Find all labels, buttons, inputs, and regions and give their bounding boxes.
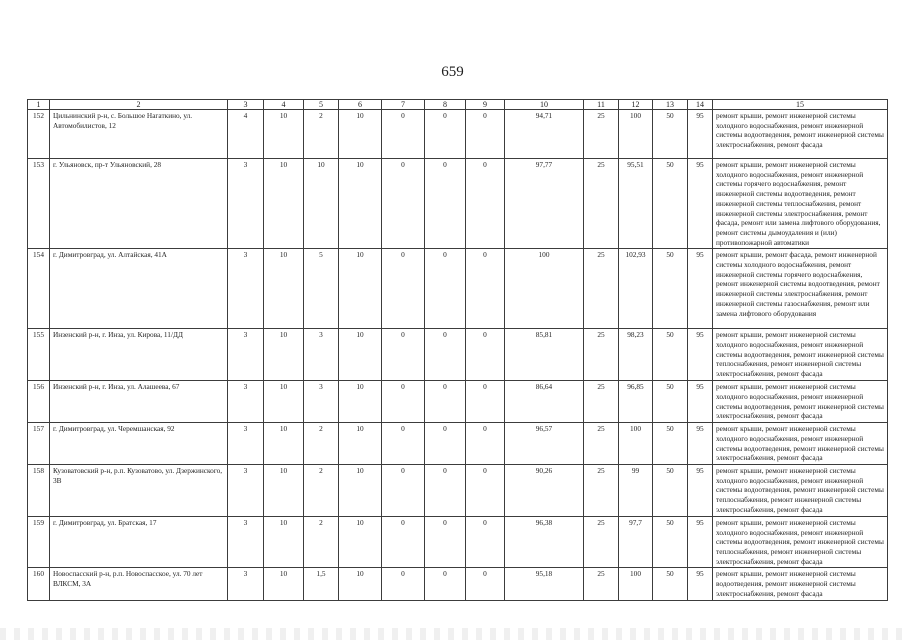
- col4-cell: 10: [264, 110, 304, 159]
- col13-cell: 50: [653, 249, 688, 329]
- col11-cell: 25: [584, 110, 619, 159]
- row-number: 152: [28, 110, 50, 159]
- col5-cell: 2: [304, 110, 339, 159]
- col5-cell: 5: [304, 249, 339, 329]
- column-header: 1: [28, 100, 50, 110]
- col5-cell: 2: [304, 516, 339, 568]
- row-number: 159: [28, 516, 50, 568]
- housing-repair-table: [27, 99, 888, 601]
- col11-cell: 25: [584, 329, 619, 381]
- row-number: 158: [28, 464, 50, 516]
- col14-cell: 95: [688, 568, 713, 601]
- col3-cell: 3: [228, 381, 264, 423]
- col3-cell: 4: [228, 110, 264, 159]
- column-header: 4: [264, 100, 304, 110]
- col7-cell: 0: [382, 464, 425, 516]
- works-cell: ремонт крыши, ремонт инженерной системы холодного водоснабжения, ремонт инженерной системы водоотведения, ремонт инженерной системы электроснабжения, ремонт фасада: [713, 110, 888, 159]
- col3-cell: 3: [228, 329, 264, 381]
- col5-cell: 3: [304, 381, 339, 423]
- col4-cell: 10: [264, 568, 304, 601]
- col5-cell: 2: [304, 423, 339, 465]
- col14-cell: 95: [688, 516, 713, 568]
- col6-cell: 10: [339, 249, 382, 329]
- col12-cell: 96,85: [619, 381, 653, 423]
- col7-cell: 0: [382, 381, 425, 423]
- scan-noise-strip: [0, 628, 905, 640]
- column-header: 9: [466, 100, 505, 110]
- row-number: 154: [28, 249, 50, 329]
- col5-cell: 10: [304, 159, 339, 249]
- col4-cell: 10: [264, 516, 304, 568]
- column-header: 6: [339, 100, 382, 110]
- row-number: 153: [28, 159, 50, 249]
- col3-cell: 3: [228, 249, 264, 329]
- col10-cell: 97,77: [505, 159, 584, 249]
- col7-cell: 0: [382, 249, 425, 329]
- column-header: 14: [688, 100, 713, 110]
- column-header: 10: [505, 100, 584, 110]
- col14-cell: 95: [688, 159, 713, 249]
- col11-cell: 25: [584, 381, 619, 423]
- col9-cell: 0: [466, 381, 505, 423]
- col12-cell: 97,7: [619, 516, 653, 568]
- col12-cell: 98,23: [619, 329, 653, 381]
- col13-cell: 50: [653, 159, 688, 249]
- col10-cell: 100: [505, 249, 584, 329]
- col10-cell: 95,18: [505, 568, 584, 601]
- col9-cell: 0: [466, 249, 505, 329]
- column-header: 3: [228, 100, 264, 110]
- works-cell: ремонт крыши, ремонт инженерной системы водоотведения, ремонт инженерной системы электроснабжения, ремонт фасада: [713, 568, 888, 601]
- col4-cell: 10: [264, 381, 304, 423]
- address-cell: г. Димитровград, ул. Черемшанская, 92: [50, 423, 228, 465]
- table-row: [28, 110, 888, 159]
- col5-cell: 3: [304, 329, 339, 381]
- column-header: 8: [425, 100, 466, 110]
- col9-cell: 0: [466, 329, 505, 381]
- column-number-row: [28, 100, 888, 110]
- col8-cell: 0: [425, 423, 466, 465]
- col12-cell: 99: [619, 464, 653, 516]
- table-row: [28, 516, 888, 568]
- col8-cell: 0: [425, 568, 466, 601]
- table-row: [28, 329, 888, 381]
- col6-cell: 10: [339, 423, 382, 465]
- address-cell: г. Димитровград, ул. Алтайская, 41А: [50, 249, 228, 329]
- col13-cell: 50: [653, 568, 688, 601]
- column-header: 11: [584, 100, 619, 110]
- col12-cell: 100: [619, 110, 653, 159]
- col9-cell: 0: [466, 159, 505, 249]
- column-header: 7: [382, 100, 425, 110]
- col11-cell: 25: [584, 249, 619, 329]
- col7-cell: 0: [382, 516, 425, 568]
- col14-cell: 95: [688, 249, 713, 329]
- col6-cell: 10: [339, 516, 382, 568]
- col3-cell: 3: [228, 568, 264, 601]
- col4-cell: 10: [264, 249, 304, 329]
- col14-cell: 95: [688, 464, 713, 516]
- column-header: 13: [653, 100, 688, 110]
- col13-cell: 50: [653, 516, 688, 568]
- address-cell: г. Димитровград, ул. Братская, 17: [50, 516, 228, 568]
- col9-cell: 0: [466, 464, 505, 516]
- works-cell: ремонт крыши, ремонт инженерной системы холодного водоснабжения, ремонт инженерной системы водоотведения, ремонт инженерной системы теплоснабжения, ремонт инженерной системы электроснабжения, ремонт фасада: [713, 329, 888, 381]
- table-row: [28, 568, 888, 601]
- col3-cell: 3: [228, 159, 264, 249]
- table-row: [28, 381, 888, 423]
- col13-cell: 50: [653, 110, 688, 159]
- col8-cell: 0: [425, 464, 466, 516]
- col10-cell: 96,57: [505, 423, 584, 465]
- col3-cell: 3: [228, 464, 264, 516]
- col8-cell: 0: [425, 249, 466, 329]
- col5-cell: 1,5: [304, 568, 339, 601]
- col10-cell: 96,38: [505, 516, 584, 568]
- col14-cell: 95: [688, 329, 713, 381]
- column-header: 2: [50, 100, 228, 110]
- col7-cell: 0: [382, 159, 425, 249]
- col14-cell: 95: [688, 423, 713, 465]
- address-cell: Кузоватовский р-н, р.п. Кузоватово, ул. Дзержинского, 3В: [50, 464, 228, 516]
- col11-cell: 25: [584, 568, 619, 601]
- col10-cell: 86,64: [505, 381, 584, 423]
- col4-cell: 10: [264, 464, 304, 516]
- col9-cell: 0: [466, 423, 505, 465]
- address-cell: Инзенский р-н, г. Инза, ул. Алашеева, 67: [50, 381, 228, 423]
- row-number: 156: [28, 381, 50, 423]
- col7-cell: 0: [382, 329, 425, 381]
- col8-cell: 0: [425, 110, 466, 159]
- row-number: 157: [28, 423, 50, 465]
- address-cell: Новоспасский р-н, р.п. Новоспасское, ул. 70 лет ВЛКСМ, 3А: [50, 568, 228, 601]
- col12-cell: 95,51: [619, 159, 653, 249]
- col8-cell: 0: [425, 381, 466, 423]
- col12-cell: 100: [619, 423, 653, 465]
- col8-cell: 0: [425, 159, 466, 249]
- row-number: 160: [28, 568, 50, 601]
- col8-cell: 0: [425, 329, 466, 381]
- table-row: [28, 159, 888, 249]
- col13-cell: 50: [653, 329, 688, 381]
- col11-cell: 25: [584, 516, 619, 568]
- works-cell: ремонт крыши, ремонт инженерной системы холодного водоснабжения, ремонт инженерной системы водоотведения, ремонт инженерной системы теплоснабжения, ремонт инженерной системы электроснабжения, ремонт фасада: [713, 516, 888, 568]
- column-header: 5: [304, 100, 339, 110]
- col4-cell: 10: [264, 423, 304, 465]
- col10-cell: 94,71: [505, 110, 584, 159]
- col5-cell: 2: [304, 464, 339, 516]
- col8-cell: 0: [425, 516, 466, 568]
- col12-cell: 102,93: [619, 249, 653, 329]
- col10-cell: 90,26: [505, 464, 584, 516]
- col3-cell: 3: [228, 516, 264, 568]
- column-header: 15: [713, 100, 888, 110]
- col9-cell: 0: [466, 110, 505, 159]
- address-cell: Цильнинский р-н, с. Большое Нагаткино, ул. Автомобилистов, 12: [50, 110, 228, 159]
- col9-cell: 0: [466, 516, 505, 568]
- col11-cell: 25: [584, 159, 619, 249]
- col7-cell: 0: [382, 423, 425, 465]
- address-cell: Инзенский р-н, г. Инза, ул. Кирова, 11/ДД: [50, 329, 228, 381]
- works-cell: ремонт крыши, ремонт инженерной системы холодного водоснабжения, ремонт инженерной системы горячего водоснабжения, ремонт инженерной системы водоотведения, ремонт инженерной системы теплоснабжения, ремонт инженерной системы электроснабжения, ремонт фасада, ремонт или замена лифтового оборудования, ремонт системы дымоудаления и (или) противопожарной автоматики: [713, 159, 888, 249]
- col13-cell: 50: [653, 381, 688, 423]
- col6-cell: 10: [339, 464, 382, 516]
- col3-cell: 3: [228, 423, 264, 465]
- table-row: [28, 464, 888, 516]
- table-body: [28, 110, 888, 601]
- page-number: 659: [441, 64, 464, 80]
- col12-cell: 100: [619, 568, 653, 601]
- col10-cell: 85,81: [505, 329, 584, 381]
- col13-cell: 50: [653, 464, 688, 516]
- col14-cell: 95: [688, 381, 713, 423]
- col7-cell: 0: [382, 110, 425, 159]
- col6-cell: 10: [339, 329, 382, 381]
- col6-cell: 10: [339, 110, 382, 159]
- column-header: 12: [619, 100, 653, 110]
- works-cell: ремонт крыши, ремонт инженерной системы холодного водоснабжения, ремонт инженерной системы водоотведения, ремонт инженерной системы электроснабжения, ремонт фасада: [713, 381, 888, 423]
- col11-cell: 25: [584, 423, 619, 465]
- address-cell: г. Ульяновск, пр-т Ульяновский, 28: [50, 159, 228, 249]
- col4-cell: 10: [264, 329, 304, 381]
- works-cell: ремонт крыши, ремонт инженерной системы холодного водоснабжения, ремонт инженерной системы водоотведения, ремонт инженерной системы электроснабжения, ремонт фасада: [713, 423, 888, 465]
- col14-cell: 95: [688, 110, 713, 159]
- col11-cell: 25: [584, 464, 619, 516]
- row-number: 155: [28, 329, 50, 381]
- col13-cell: 50: [653, 423, 688, 465]
- col6-cell: 10: [339, 568, 382, 601]
- col4-cell: 10: [264, 159, 304, 249]
- works-cell: ремонт крыши, ремонт фасада, ремонт инженерной системы холодного водоснабжения, ремонт инженерной системы горячего водоснабжения, ремонт инженерной системы водоотведения, ремонт инженерной системы электроснабжения, ремонт инженерной системы газоснабжения, ремонт или замена лифтового оборудования: [713, 249, 888, 329]
- col6-cell: 10: [339, 381, 382, 423]
- col6-cell: 10: [339, 159, 382, 249]
- works-cell: ремонт крыши, ремонт инженерной системы холодного водоснабжения, ремонт инженерной системы водоотведения, ремонт инженерной системы теплоснабжения, ремонт инженерной системы электроснабжения, ремонт фасада: [713, 464, 888, 516]
- col9-cell: 0: [466, 568, 505, 601]
- col7-cell: 0: [382, 568, 425, 601]
- table-row: [28, 249, 888, 329]
- table-row: [28, 423, 888, 465]
